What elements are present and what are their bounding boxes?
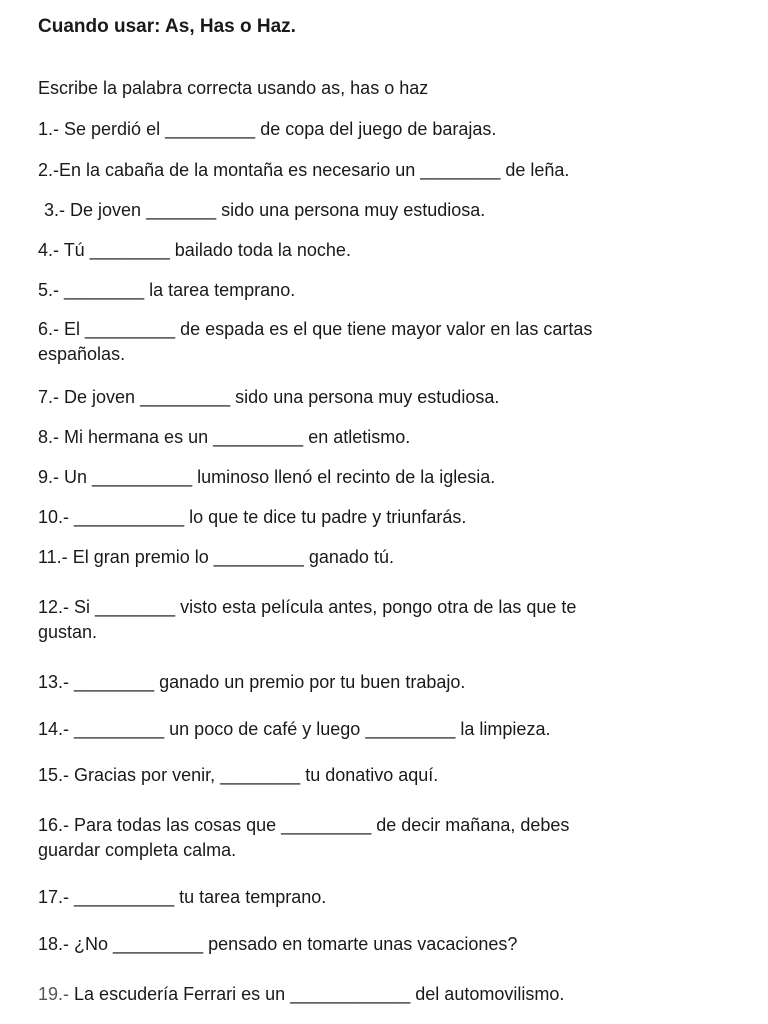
- answer-blank[interactable]: _______: [146, 200, 217, 220]
- item-number: 10.-: [38, 507, 70, 527]
- page-title: Cuando usar: As, Has o Haz.: [38, 16, 296, 37]
- answer-blank[interactable]: __________: [92, 467, 193, 487]
- item-text: Tú: [59, 240, 90, 260]
- item-text-continuation: guardar completa calma.: [38, 840, 237, 860]
- answer-blank[interactable]: _________: [85, 319, 176, 339]
- answer-blank[interactable]: ____________: [290, 984, 411, 1004]
- item-number: 19.-: [38, 984, 70, 1004]
- item-text: ganado tú.: [303, 547, 394, 567]
- item-number: 17.-: [38, 887, 70, 907]
- exercise-item-7: [38, 385, 499, 410]
- item-number: 1.-: [38, 119, 60, 139]
- answer-blank[interactable]: ________: [89, 240, 170, 260]
- exercise-item-6: [38, 317, 592, 367]
- item-text: de espada es el que tiene mayor valor en las cartas: [175, 319, 593, 339]
- item-text: pensado en tomarte unas vacaciones?: [203, 934, 518, 954]
- item-number: 8.-: [38, 427, 60, 447]
- exercise-item-4: [38, 238, 351, 263]
- item-text: la tarea temprano.: [144, 280, 296, 300]
- item-number: 11.-: [38, 547, 68, 567]
- item-number: 9.-: [38, 467, 60, 487]
- item-text: de decir mañana, debes: [371, 815, 570, 835]
- answer-blank[interactable]: ________: [64, 280, 145, 300]
- item-text: El gran premio lo: [67, 547, 214, 567]
- exercise-item-8: [38, 425, 410, 450]
- answer-blank[interactable]: ________: [420, 160, 501, 180]
- exercise-item-13: [38, 670, 465, 695]
- item-number: 15.-: [38, 765, 70, 785]
- exercise-item-10: [38, 505, 466, 530]
- item-number: 13.-: [38, 672, 70, 692]
- instruction-text: Escribe la palabra correcta usando as, has o haz: [38, 78, 429, 98]
- exercise-item-9: [38, 465, 495, 490]
- item-text: del automovilismo.: [410, 984, 565, 1004]
- exercise-item-15: [38, 763, 438, 788]
- answer-blank[interactable]: _________: [281, 815, 372, 835]
- answer-blank[interactable]: ________: [95, 597, 176, 617]
- answer-blank[interactable]: _________: [165, 119, 256, 139]
- item-number: 14.-: [38, 719, 70, 739]
- item-text: luminoso llenó el recinto de la iglesia.: [192, 467, 496, 487]
- item-text: de copa del juego de barajas.: [255, 119, 497, 139]
- item-text: Si: [69, 597, 96, 617]
- item-text: tu donativo aquí.: [300, 765, 439, 785]
- answer-blank[interactable]: ________: [74, 672, 155, 692]
- answer-blank[interactable]: _________: [213, 427, 304, 447]
- exercise-item-16: [38, 813, 569, 863]
- item-text: bailado toda la noche.: [169, 240, 351, 260]
- item-text: en atletismo.: [303, 427, 411, 447]
- item-number: 6.-: [38, 319, 60, 339]
- answer-blank[interactable]: _________: [365, 719, 456, 739]
- item-number: 4.-: [38, 240, 60, 260]
- exercise-item-14: [38, 717, 550, 742]
- item-number: 7.-: [38, 387, 60, 407]
- exercise-item-17: [38, 885, 326, 910]
- answer-blank[interactable]: ________: [220, 765, 301, 785]
- item-text: la limpieza.: [455, 719, 551, 739]
- item-text: Mi hermana es un: [59, 427, 214, 447]
- item-text: lo que te dice tu padre y triunfarás.: [184, 507, 467, 527]
- exercise-item-3: [44, 198, 485, 223]
- item-text: visto esta película antes, pongo otra de las que te: [175, 597, 577, 617]
- exercise-item-11: [38, 545, 394, 570]
- exercise-item-1: [38, 117, 496, 142]
- item-text: un poco de café y luego: [164, 719, 366, 739]
- exercise-item-5: [38, 278, 295, 303]
- exercise-item-2: [38, 158, 569, 183]
- item-text: Un: [59, 467, 93, 487]
- answer-blank[interactable]: ___________: [74, 507, 185, 527]
- answer-blank[interactable]: _________: [113, 934, 204, 954]
- item-number: 3.-: [44, 200, 66, 220]
- item-number: 18.-: [38, 934, 70, 954]
- exercise-item-18: [38, 932, 517, 957]
- exercise-item-12: [38, 595, 576, 645]
- answer-blank[interactable]: _________: [74, 719, 165, 739]
- item-number: 2.-: [38, 160, 60, 180]
- item-text: En la cabaña de la montaña es necesario un: [59, 160, 421, 180]
- item-text: La escudería Ferrari es un: [69, 984, 291, 1004]
- item-text: De joven: [59, 387, 141, 407]
- item-number: 5.-: [38, 280, 60, 300]
- item-text: ¿No: [69, 934, 114, 954]
- item-text: Gracias por venir,: [69, 765, 221, 785]
- item-text: De joven: [65, 200, 147, 220]
- item-text: de leña.: [500, 160, 570, 180]
- item-text: tu tarea temprano.: [174, 887, 327, 907]
- item-text: Se perdió el: [59, 119, 166, 139]
- answer-blank[interactable]: __________: [74, 887, 175, 907]
- answer-blank[interactable]: _________: [140, 387, 231, 407]
- item-text: Para todas las cosas que: [69, 815, 282, 835]
- item-text-continuation: españolas.: [38, 344, 126, 364]
- item-number: 12.-: [38, 597, 70, 617]
- item-text: ganado un premio por tu buen trabajo.: [154, 672, 466, 692]
- item-text: sido una persona muy estudiosa.: [230, 387, 500, 407]
- item-text: El: [59, 319, 86, 339]
- item-text-continuation: gustan.: [38, 622, 98, 642]
- item-number: 16.-: [38, 815, 70, 835]
- item-text: sido una persona muy estudiosa.: [216, 200, 486, 220]
- answer-blank[interactable]: _________: [213, 547, 304, 567]
- exercise-item-19: [38, 982, 564, 1007]
